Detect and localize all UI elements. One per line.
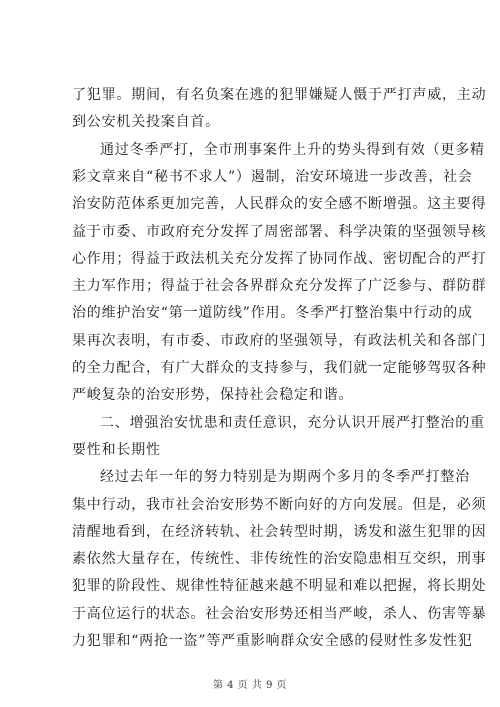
paragraph-start-line: 通过冬季严打，全市刑事案件上升的势头得到有效（更多精 [100, 141, 485, 158]
body-text-line: 治的维护治安“第一道防线”作用。冬季严打整治集中行动的成 [72, 305, 473, 322]
body-text-line: 心作用；得益于政法机关充分发挥了协同作战、密切配合的严打 [72, 250, 487, 267]
body-text-line: 益于市委、市政府充分发挥了周密部署、科学决策的坚强领导核 [72, 223, 487, 240]
body-text-line: 犯罪的阶段性、规律性特征越来越不明显和难以把握，将长期处 [72, 578, 487, 595]
section-heading-line: 要性和长期性 [72, 441, 161, 458]
body-text-line: 了犯罪。期间，有名负案在逃的犯罪嫌疑人慑于严打声威，主动 [72, 87, 487, 103]
section-heading-line: 二、增强治安忧患和责任意识，充分认识开展严打整治的重 [100, 414, 485, 431]
body-text-line: 主力军作用；得益于社会各界群众充分发挥了广泛参与、群防群 [72, 278, 487, 295]
body-text-line: 的全力配合，有广大群众的支持参与，我们就一定能够驾驭各种 [72, 360, 487, 376]
body-text-line: 严峻复杂的治安形势，保持社会稳定和谐。 [72, 387, 354, 404]
body-text-line: 于高位运行的状态。社会治安形势还相当严峻，杀人、伤害等暴 [72, 605, 487, 622]
paragraph-start-line: 经过去年一年的努力特别是为期两个多月的冬季严打整治 [100, 469, 470, 486]
body-text-line: 到公安机关投案自首。 [72, 114, 220, 131]
body-text-line: 清醒地看到，在经济转轨、社会转型时期，诱发和滋生犯罪的因 [72, 523, 487, 540]
body-text-line: 力犯罪和“两抢一盗”等严重影响群众安全感的侵财性多发性犯 [72, 633, 473, 649]
body-text-line: 治安防范体系更加完善，人民群众的安全感不断增强。这主要得 [72, 196, 487, 213]
body-text-line: 素依然大量存在，传统性、非传统性的治安隐患相互交织，刑事 [72, 551, 487, 568]
body-text-line: 集中行动，我市社会治安形势不断向好的方向发展。但是，必须 [72, 496, 487, 513]
body-text-line: 果再次表明，有市委、市政府的坚强领导，有政法机关和各部门 [72, 332, 487, 349]
body-text-line: 彩文章来自“秘书不求人”）遏制，治安环境进一步改善，社会 [72, 168, 473, 185]
page-number-footer: 第 4 页 共 9 页 [212, 680, 288, 691]
